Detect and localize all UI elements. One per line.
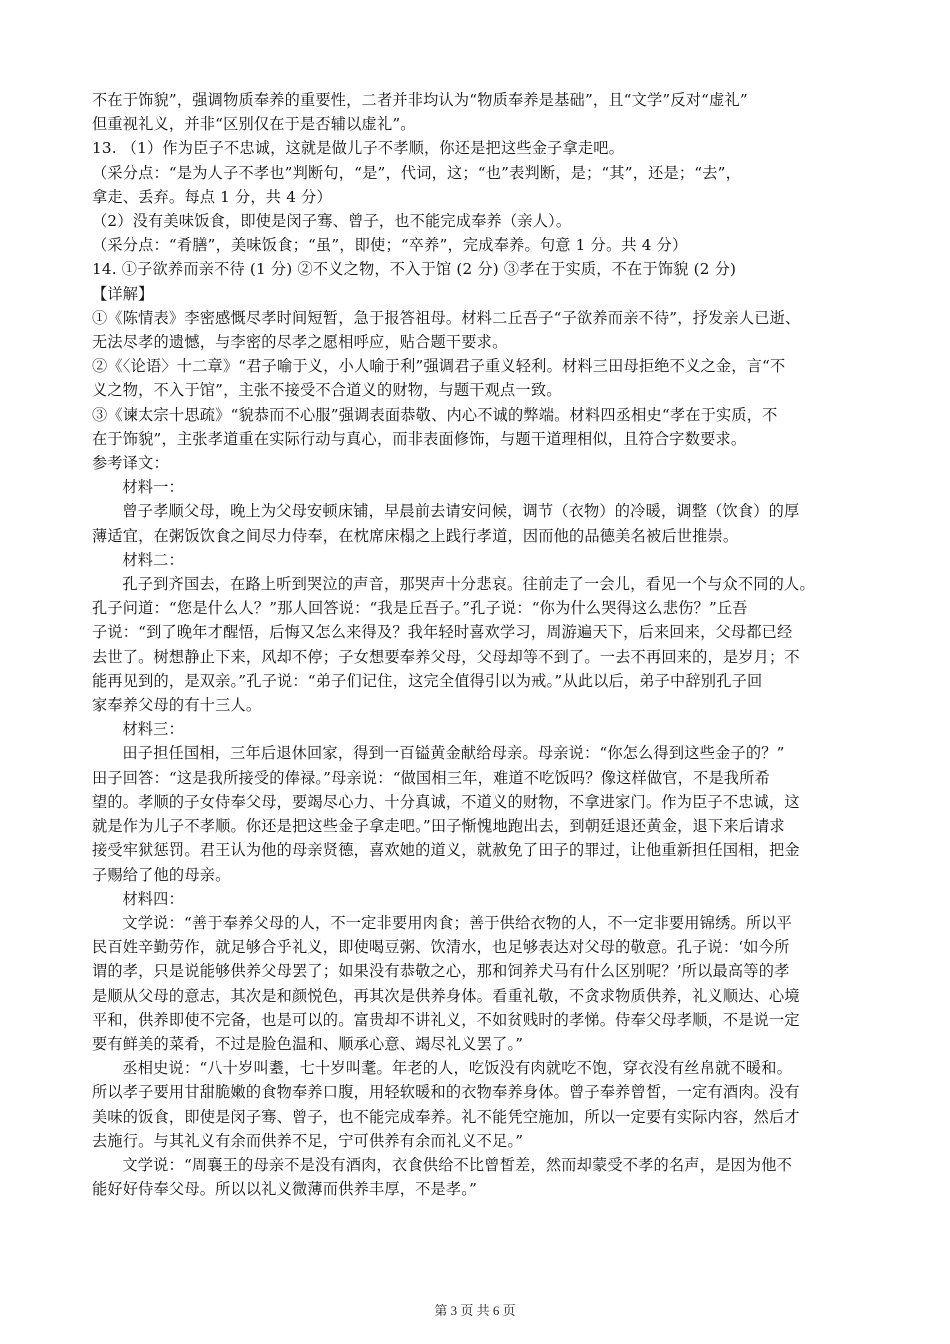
material-3-line: 接受牢狱惩罚。君王认为他的母亲贤德，喜欢她的道义，就赦免了田子的罪过，让他重新担任国相，把金 (92, 841, 800, 860)
material-4-line: 文学说：“善于奉养父母的人，不一定非要用肉食；善于供给衣物的人，不一定非要用锦绣。所以平 (122, 913, 793, 932)
material-4-line: 所以孝子要用甘甜脆嫩的食物奉养口腹，用轻软暖和的衣物奉养身体。曾子奉养曾皙，一定有酒肉。没有 (92, 1083, 800, 1102)
material-4-line: 丞相史说：“八十岁叫耋，七十岁叫耄。年老的人，吃饭没有肉就吃不饱，穿衣没有丝帛就不暖和。 (122, 1059, 793, 1078)
material-2-line: 孔子问道：“您是什么人？”那人回答说：“我是丘吾子。”孔子说：“你为什么哭得这么悲伤？”丘吾 (92, 599, 748, 618)
q13-part1: 13. （1）作为臣子不忠诚，这就是做儿子不孝顺，你还是把这些金子拿走吧。 (92, 139, 625, 158)
material-1-line: 曾子孝顺父母，晚上为父母安顿床铺，早晨前去请安问候，调节（衣物）的冷暖，调整（饮食）的厚 (122, 502, 800, 521)
material-2-title: 材料二： (122, 550, 184, 569)
detail-item: ②《〈论语〉十二章》“君子喻于义，小人喻于利”强调君子重义轻利。材料三田母拒绝不义之金，言“不 (92, 357, 786, 376)
material-4-line: 是顺从父母的意志，其次是和颜悦色，再其次是供养身体。看重礼敬，不贪求物质供养，礼义顺达、心境 (92, 986, 800, 1005)
material-3-line: 望的。孝顺的子女侍奉父母，要竭尽心力、十分真诚，不道义的财物，不拿进家门。作为臣子不忠诚，这 (92, 792, 800, 811)
reference-translation-heading: 参考译文： (92, 454, 169, 473)
material-3-line: 子赐给了他的母亲。 (92, 865, 231, 884)
material-3-line: 就是作为儿子不孝顺。你还是把这些金子拿走吧。”田子惭愧地跑出去，到朝廷退还黄金，退下来后请求 (92, 817, 785, 836)
q13-part2: （2）没有美味饭食，即使是闵子骞、曾子，也不能完成奉养（亲人）。 (92, 212, 572, 231)
material-2-line: 能再见到的，是双亲。”孔子说：“弟子们记住，这完全值得引以为戒。”从此以后，弟子中辞别孔子回 (92, 671, 763, 690)
material-1-title: 材料一： (122, 478, 184, 497)
answer-continuation-line: 但重视礼义，并非“区别仅在于是否辅以虚礼”。 (92, 115, 416, 134)
material-2-line: 去世了。树想静止下来，风却不停；子女想要奉养父母，父母却等不到了。一去不再回来的，是岁月；不 (92, 647, 800, 666)
detail-item: 在于饰貌”，主张孝道重在实际行动与真心，而非表面修饰，与题干道理相似，且符合字数要求。 (92, 429, 747, 448)
material-4-line: 民百姓辛勤劳作，就足够合乎礼义，即使喝豆粥、饮清水，也足够表达对父母的敬意。孔子说：‘如今所 (92, 938, 790, 957)
material-4-line: 去施行。与其礼义有余而供养不足，宁可供养有余而礼义不足。” (92, 1131, 524, 1150)
material-4-line: 美味的饭食，即使是闵子骞、曾子，也不能完成奉养。礼不能凭空施加，所以一定要有实际内容，然后才 (92, 1107, 800, 1126)
material-2-line: 家奉养父母的有十三人。 (92, 696, 262, 715)
detail-item: ①《陈情表》李密感慨尽孝时间短暂，急于报答祖母。材料二丘吾子“子欲养而亲不待”，抒发亲人已逝、 (92, 308, 801, 327)
q13-part2-scoring: （采分点：“肴膳”，美味饭食；“虽”，即使；“卒养”，完成奉养。句意 1 分。共 4 分） (92, 236, 688, 255)
q13-part1-scoring: 拿走、丢弃。每点 1 分，共 4 分） (92, 187, 332, 206)
detail-heading: 【详解】 (92, 284, 154, 303)
material-3-line: 田子担任国相，三年后退休回家，得到一百镒黄金献给母亲。母亲说：“你怎么得到这些金子的？” (122, 744, 785, 763)
material-4-line: 文学说：“周襄王的母亲不是没有酒肉，衣食供给不比曾皙差，然而却蒙受不孝的名声，是因为他不 (122, 1155, 793, 1174)
q13-part1-scoring: （采分点：“是为人子不孝也”判断句，“是”，代词，这；“也”表判断，是；“其”，还是；“去”， (92, 163, 741, 182)
material-3-line: 田子回答：“这是我所接受的俸禄。”母亲说：“做国相三年，难道不吃饭吗？像这样做官，不是我所希 (92, 768, 770, 787)
translation-section (92, 475, 864, 1201)
material-4-line: 要有鲜美的菜肴，不过是脸色温和、顺承心意、竭尽礼义罢了。” (92, 1034, 524, 1053)
detail-item: 无法尽孝的遗憾，与李密的尽孝之愿相呼应，贴合题干要求。 (92, 333, 508, 352)
material-4-line: 能好好侍奉父母。所以以礼义微薄而供养丰厚，不是孝。” (92, 1180, 478, 1199)
material-4-line: 谓的孝，只是说能够供养父母罢了；如果没有恭敬之心，那和饲养犬马有什么区别呢？’所以最高等的孝 (92, 962, 790, 981)
detail-item: ③《谏太宗十思疏》“貌恭而不心服”强调表面恭敬、内心不诚的弊端。材料四丞相史“孝在于实质，不 (92, 405, 778, 424)
page-number-footer: 第 3 页 共 6 页 (434, 1303, 516, 1318)
material-3-title: 材料三： (122, 720, 184, 739)
material-4-title: 材料四： (122, 889, 184, 908)
material-2-line: 孔子到齐国去，在路上听到哭泣的声音，那哭声十分悲哀。往前走了一会儿，看见一个与众不同的人。 (122, 575, 815, 594)
material-4-line: 平和，供养即使不完备，也是可以的。富贵却不讲礼义，不如贫贱时的孝悌。侍奉父母孝顺，不是说一定 (92, 1010, 800, 1029)
answer-continuation-line: 不在于饰貌”，强调物质奉养的重要性，二者并非均认为“物质奉养是基础”，且“文学”反对“虚礼” (92, 91, 748, 109)
q14-answer: 14. ①子欲养而亲不待 (1 分) ②不义之物，不入于馆 (2 分) ③孝在于实质，不在于饰貌 (2 分) (92, 260, 737, 279)
document-page (92, 88, 864, 1201)
material-1-line: 薄适宜，在粥饭饮食之间尽力侍奉，在枕席床榻之上践行孝道，因而他的品德美名被后世推崇。 (92, 526, 739, 545)
material-2-line: 子说：“到了晚年才醒悟，后悔又怎么来得及？我年轻时喜欢学习，周游遍天下，后来回来，父母都已经 (92, 623, 793, 642)
detail-item: 义之物，不入于馆”，主张不接受不合道义的财物，与题干观点一致。 (92, 381, 562, 400)
